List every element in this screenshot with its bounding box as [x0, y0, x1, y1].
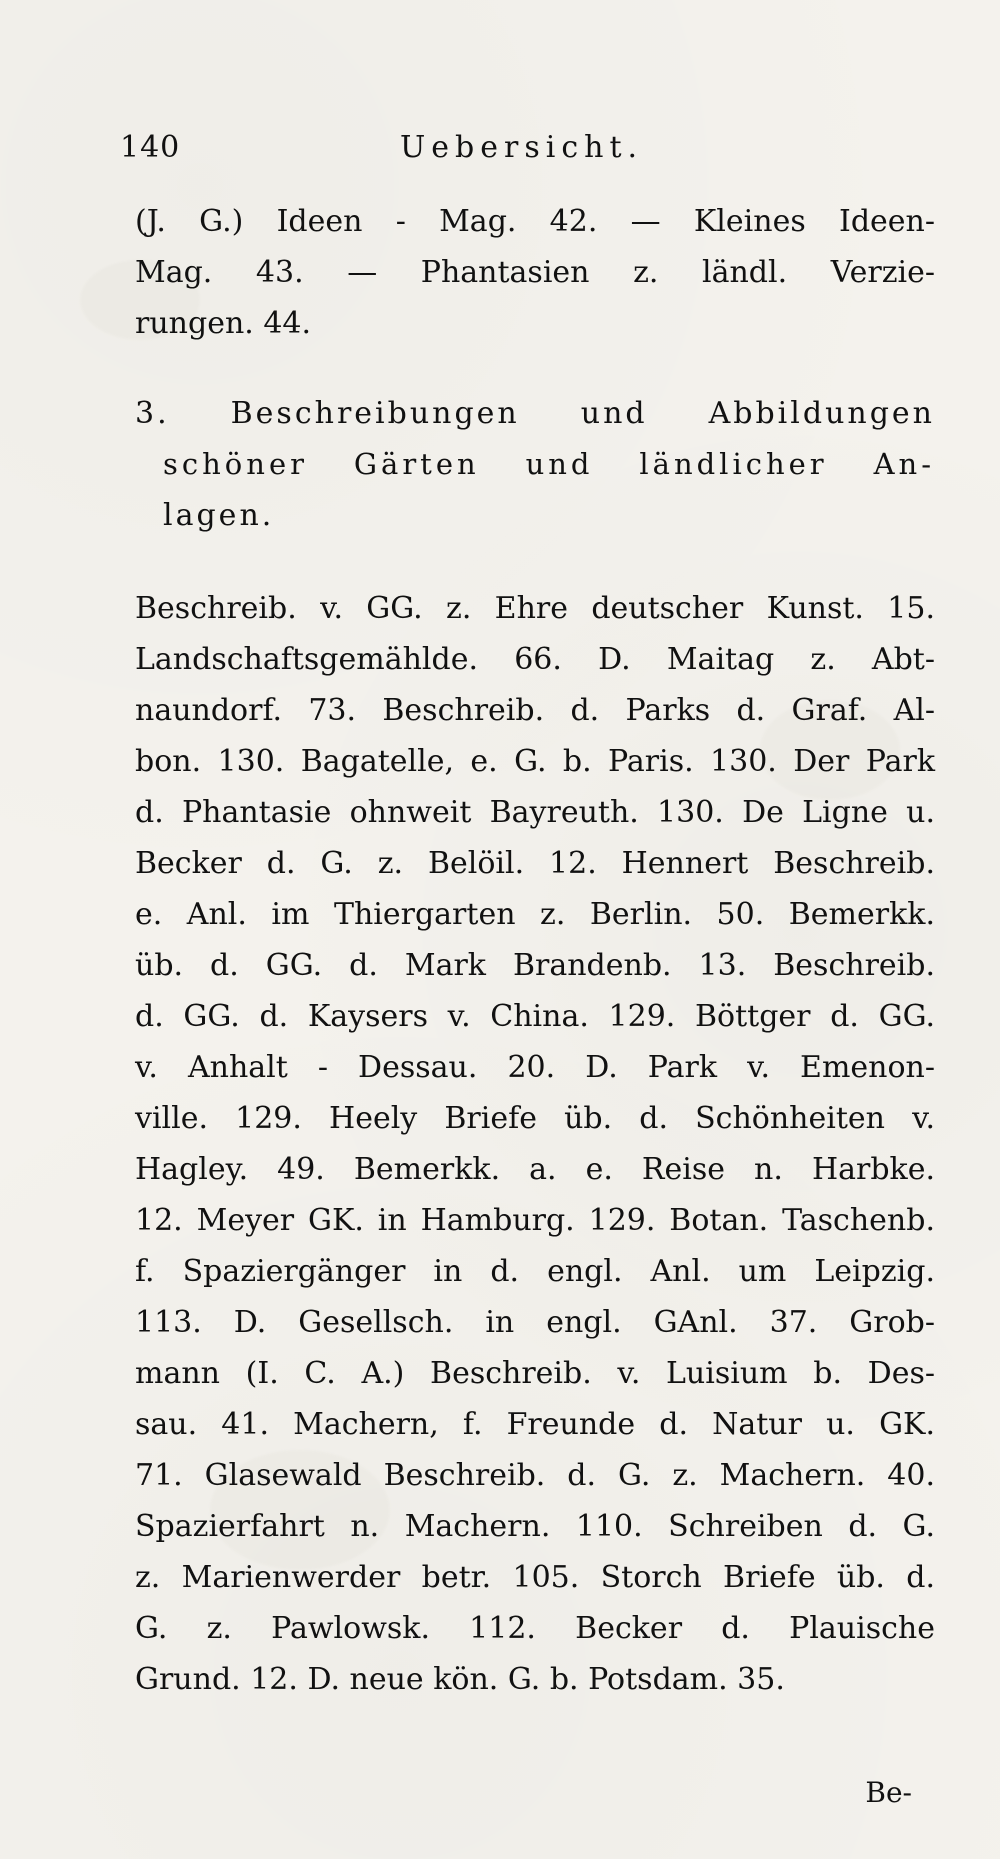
- text-line: Mag. 43. — Phantasien z. ländl. Verzie-: [135, 255, 935, 290]
- entry-line: Becker d. G. z. Belöil. 12. Hennert Beschreib.: [135, 846, 935, 881]
- text-line: rungen. 44.: [135, 306, 312, 341]
- entry-line: d. Phantasie ohnweit Bayreuth. 130. De Ligne u.: [135, 795, 935, 830]
- page-number: 140: [120, 130, 181, 165]
- catchword: Be-: [865, 1776, 912, 1809]
- entry-line: G. z. Pawlowsk. 112. Becker d. Plauische: [135, 1611, 935, 1646]
- entry-line: Beschreib. v. GG. z. Ehre deutscher Kunst. 15.: [135, 591, 935, 626]
- entry-list: [135, 583, 935, 1705]
- entry-line: mann (I. C. A.) Beschreib. v. Luisium b. Des-: [135, 1356, 935, 1391]
- entry-line: e. Anl. im Thiergarten z. Berlin. 50. Bemerkk.: [135, 897, 935, 932]
- entry-line: 12. Meyer GK. in Hamburg. 129. Botan. Taschenb.: [135, 1203, 935, 1238]
- running-head: Uebersicht.: [400, 130, 644, 165]
- section-heading-line: lagen.: [163, 498, 275, 533]
- section-heading: [135, 388, 935, 541]
- entry-line: 113. D. Gesellsch. in engl. GAnl. 37. Grob-: [135, 1305, 935, 1340]
- entry-line: 71. Glasewald Beschreib. d. G. z. Machern. 40.: [135, 1458, 935, 1493]
- entry-line: sau. 41. Machern, f. Freunde d. Natur u. GK.: [135, 1407, 935, 1442]
- page-header: [120, 128, 900, 168]
- top-paragraph: [135, 196, 935, 349]
- entry-line: Landschaftsgemählde. 66. D. Maitag z. Abt-: [135, 642, 935, 677]
- entry-line: bon. 130. Bagatelle, e. G. b. Paris. 130. Der Park: [135, 744, 935, 779]
- entry-line: v. Anhalt - Dessau. 20. D. Park v. Emenon-: [135, 1050, 935, 1085]
- entry-line: z. Marienwerder betr. 105. Storch Briefe üb. d.: [135, 1560, 935, 1595]
- entry-line: üb. d. GG. d. Mark Brandenb. 13. Beschreib.: [135, 948, 935, 983]
- entry-line: Spazierfahrt n. Machern. 110. Schreiben d. G.: [135, 1509, 935, 1544]
- entry-line: naundorf. 73. Beschreib. d. Parks d. Graf. Al-: [135, 693, 935, 728]
- entry-line: Grund. 12. D. neue kön. G. b. Potsdam. 35.: [135, 1662, 785, 1697]
- text-line: (J. G.) Ideen - Mag. 42. — Kleines Ideen-: [135, 204, 935, 239]
- entry-line: ville. 129. Heely Briefe üb. d. Schönheiten v.: [135, 1101, 935, 1136]
- entry-line: f. Spaziergänger in d. engl. Anl. um Leipzig.: [135, 1254, 935, 1289]
- page-body: [135, 196, 935, 1705]
- entry-line: Hagley. 49. Bemerkk. a. e. Reise n. Harbke.: [135, 1152, 935, 1187]
- entry-line: d. GG. d. Kaysers v. China. 129. Böttger d. GG.: [135, 999, 935, 1034]
- section-heading-line: schöner Gärten und ländlicher An-: [163, 447, 935, 481]
- section-heading-line: 3. Beschreibungen und Abbildungen: [135, 396, 935, 431]
